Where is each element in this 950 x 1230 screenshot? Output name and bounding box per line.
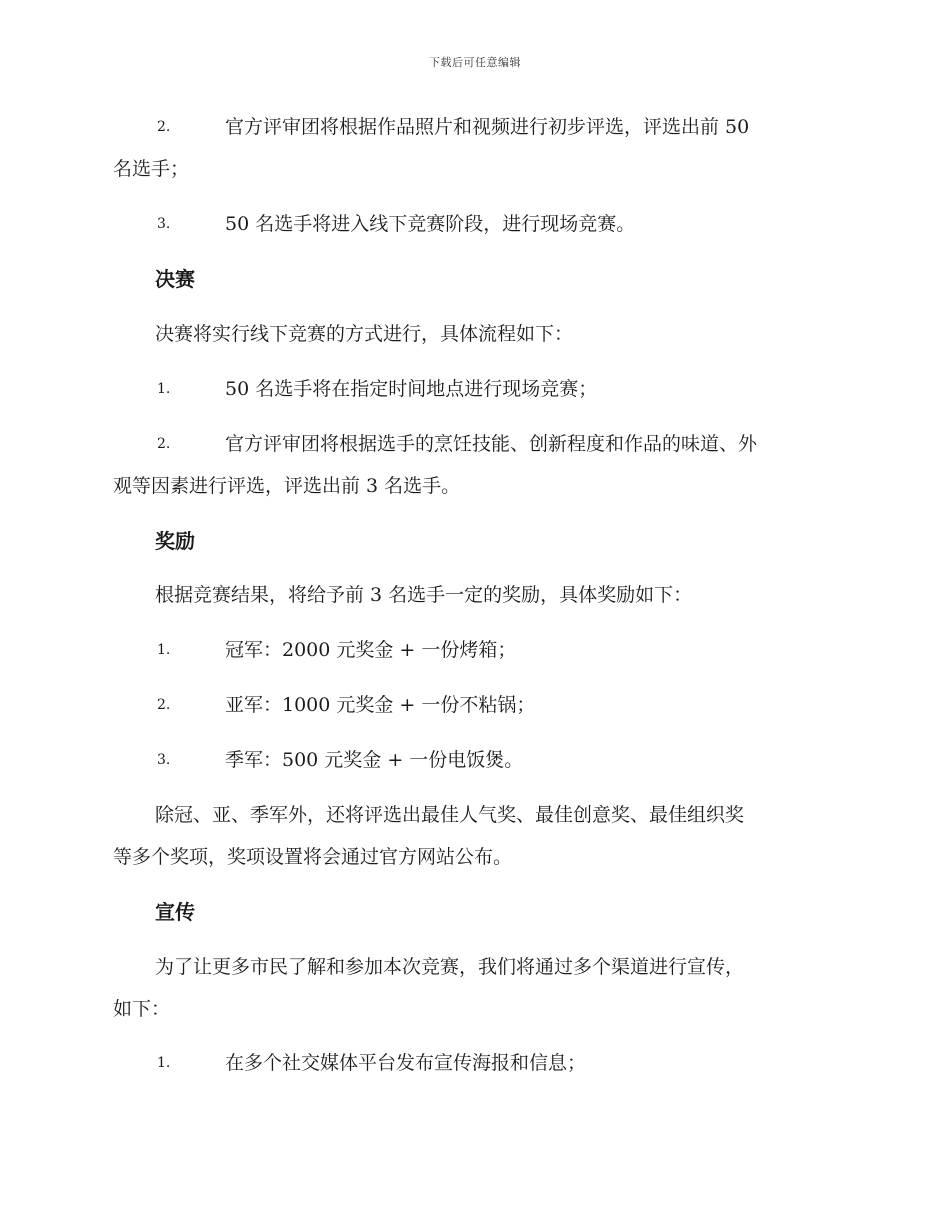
list-item: [113, 629, 835, 671]
list-number: 2.: [157, 697, 171, 713]
page-header: 下载后可任意编辑: [429, 56, 521, 69]
list-item: [113, 368, 835, 410]
list-item: [113, 106, 835, 190]
list-number: 1.: [157, 642, 171, 658]
paragraph-line1: 决赛将实行线下竞赛的方式进行，具体流程如下：: [155, 323, 574, 345]
list-number: 1.: [157, 381, 171, 397]
list-number: 3.: [157, 216, 171, 232]
paragraph-line1: 根据竞赛结果，将给予前 3 名选手一定的奖励，具体奖励如下：: [155, 584, 693, 606]
list-number: 3.: [157, 752, 171, 768]
list-text-line1: 季军：500 元奖金 + 一份电饭煲。: [225, 749, 524, 771]
list-text-line2: 观等因素进行评选，评选出前 3 名选手。: [113, 475, 461, 497]
list-number: 1.: [157, 1055, 171, 1071]
paragraph-line1: 除冠、亚、季军外，还将评选出最佳人气奖、最佳创意奖、最佳组织奖: [155, 804, 745, 826]
list-text-line1: 官方评审团将根据作品照片和视频进行初步评选，评选出前 50: [225, 116, 750, 138]
list-text-line1: 50 名选手将在指定时间地点进行现场竞赛；: [225, 378, 598, 400]
paragraph-line2: 等多个奖项，奖项设置将会通过官方网站公布。: [113, 846, 513, 868]
list-item: [113, 1042, 835, 1084]
list-number: 2.: [157, 436, 171, 452]
paragraph: [113, 794, 835, 878]
list-text-line1: 50 名选手将进入线下竞赛阶段，进行现场竞赛。: [225, 213, 636, 235]
paragraph-line1: 为了让更多市民了解和参加本次竞赛，我们将通过多个渠道进行宣传，: [155, 956, 745, 978]
list-text-line2: 名选手；: [113, 158, 190, 180]
list-text-line1: 冠军：2000 元奖金 + 一份烤箱；: [225, 639, 517, 661]
list-item: [113, 203, 835, 245]
list-text-line1: 在多个社交媒体平台发布宣传海报和信息；: [225, 1052, 587, 1074]
list-item: [113, 739, 835, 781]
paragraph: [113, 946, 835, 1030]
paragraph: [113, 574, 835, 616]
section-heading-promo: 宣传: [155, 900, 195, 924]
list-text-line1: 官方评审团将根据选手的烹饪技能、创新程度和作品的味道、外: [225, 433, 758, 455]
list-item: [113, 684, 835, 726]
list-text-line1: 亚军：1000 元奖金 + 一份不粘锅；: [225, 694, 536, 716]
list-number: 2.: [157, 119, 171, 135]
paragraph-line2: 如下：: [113, 998, 171, 1020]
section-heading-final: 决赛: [155, 267, 195, 291]
paragraph: [113, 313, 835, 355]
list-item: [113, 423, 835, 507]
section-heading-award: 奖励: [155, 529, 195, 553]
